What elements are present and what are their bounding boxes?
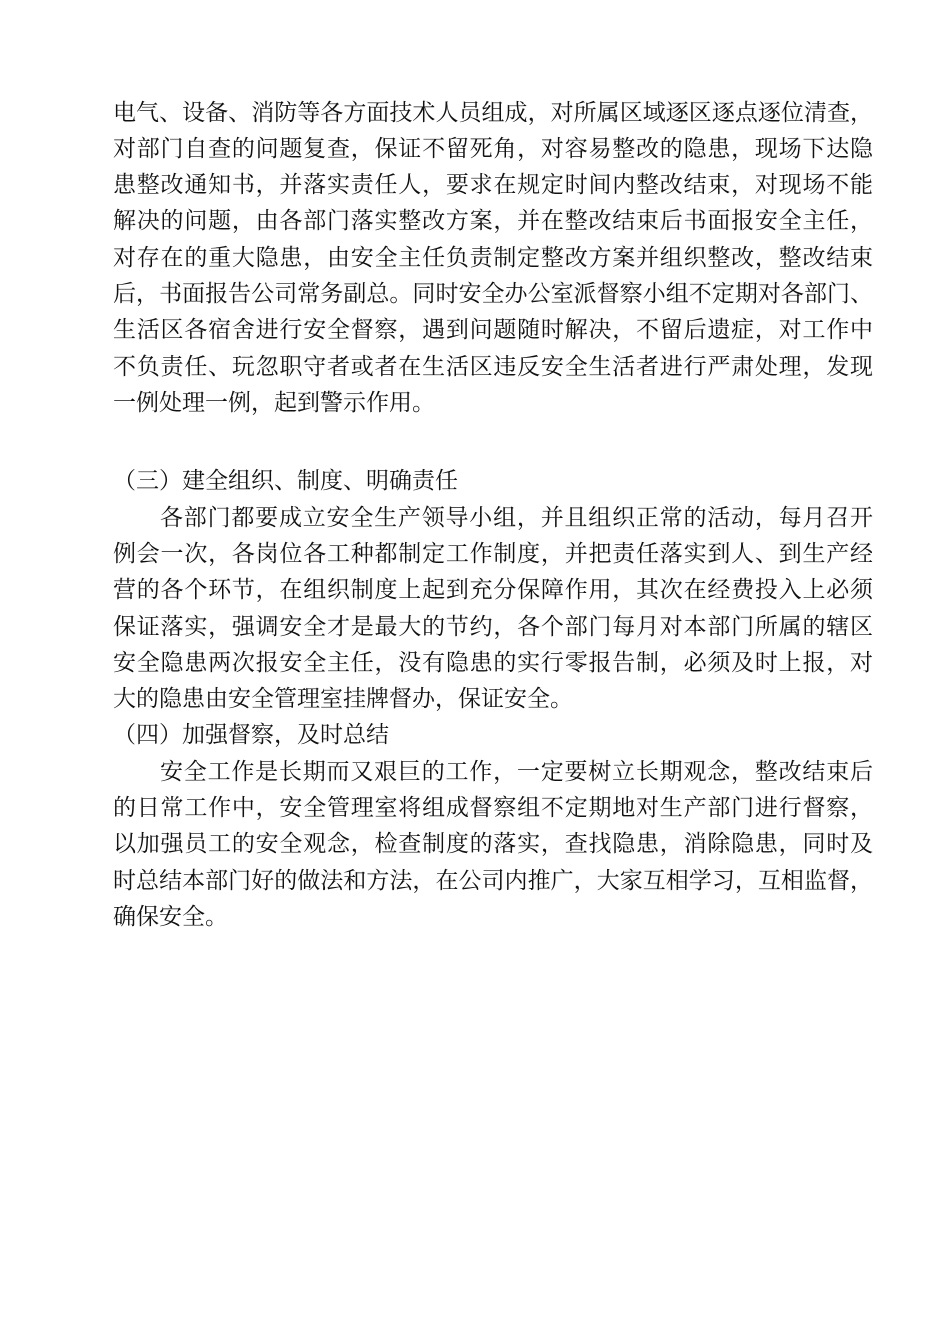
paragraph-line: 后，书面报告公司常务副总。同时安全办公室派督察小组不定期对各部门、 <box>113 281 873 307</box>
paragraph-line: 例会一次，各岗位各工种都制定工作制度，并把责任落实到人、到生产经 <box>113 541 873 567</box>
paragraph-line: 电气、设备、消防等各方面技术人员组成，对所属区域逐区逐点逐位清查， <box>113 100 873 126</box>
paragraph-line: 以加强员工的安全观念，检查制度的落实，查找隐患，消除隐患，同时及 <box>113 831 873 857</box>
section-heading: （三）建全组织、制度、明确责任 <box>113 468 458 494</box>
paragraph-line: 患整改通知书，并落实责任人，要求在规定时间内整改结束，对现场不能 <box>113 172 873 198</box>
paragraph-line: 的日常工作中，安全管理室将组成督察组不定期地对生产部门进行督察， <box>113 795 873 821</box>
paragraph-line: 解决的问题，由各部门落实整改方案，并在整改结束后书面报安全主任， <box>113 208 873 234</box>
paragraph-line: 营的各个环节，在组织制度上起到充分保障作用，其次在经费投入上必须 <box>113 577 873 603</box>
paragraph-line: 大的隐患由安全管理室挂牌督办，保证安全。 <box>113 686 573 712</box>
section-heading: （四）加强督察，及时总结 <box>113 722 389 748</box>
paragraph-line: 安全工作是长期而又艰巨的工作，一定要树立长期观念，整改结束后 <box>160 759 873 785</box>
paragraph-line: 确保安全。 <box>113 904 228 930</box>
paragraph-line: 保证落实，强调安全才是最大的节约，各个部门每月对本部门所属的辖区 <box>113 614 873 640</box>
paragraph-line: 安全隐患两次报安全主任，没有隐患的实行零报告制，必须及时上报，对 <box>113 650 873 676</box>
paragraph-line: 生活区各宿舍进行安全督察，遇到问题随时解决，不留后遗症，对工作中 <box>113 317 873 343</box>
paragraph-line: 时总结本部门好的做法和方法，在公司内推广，大家互相学习，互相监督， <box>113 868 873 894</box>
paragraph-line: 一例处理一例，起到警示作用。 <box>113 390 435 416</box>
paragraph-line: 对部门自查的问题复查，保证不留死角，对容易整改的隐患，现场下达隐 <box>113 136 873 162</box>
paragraph-line: 不负责任、玩忽职守者或者在生活区违反安全生活者进行严肃处理，发现 <box>113 354 873 380</box>
paragraph-line: 各部门都要成立安全生产领导小组，并且组织正常的活动，每月召开 <box>160 505 873 531</box>
paragraph-line: 对存在的重大隐患，由安全主任负责制定整改方案并组织整改，整改结束 <box>113 245 873 271</box>
